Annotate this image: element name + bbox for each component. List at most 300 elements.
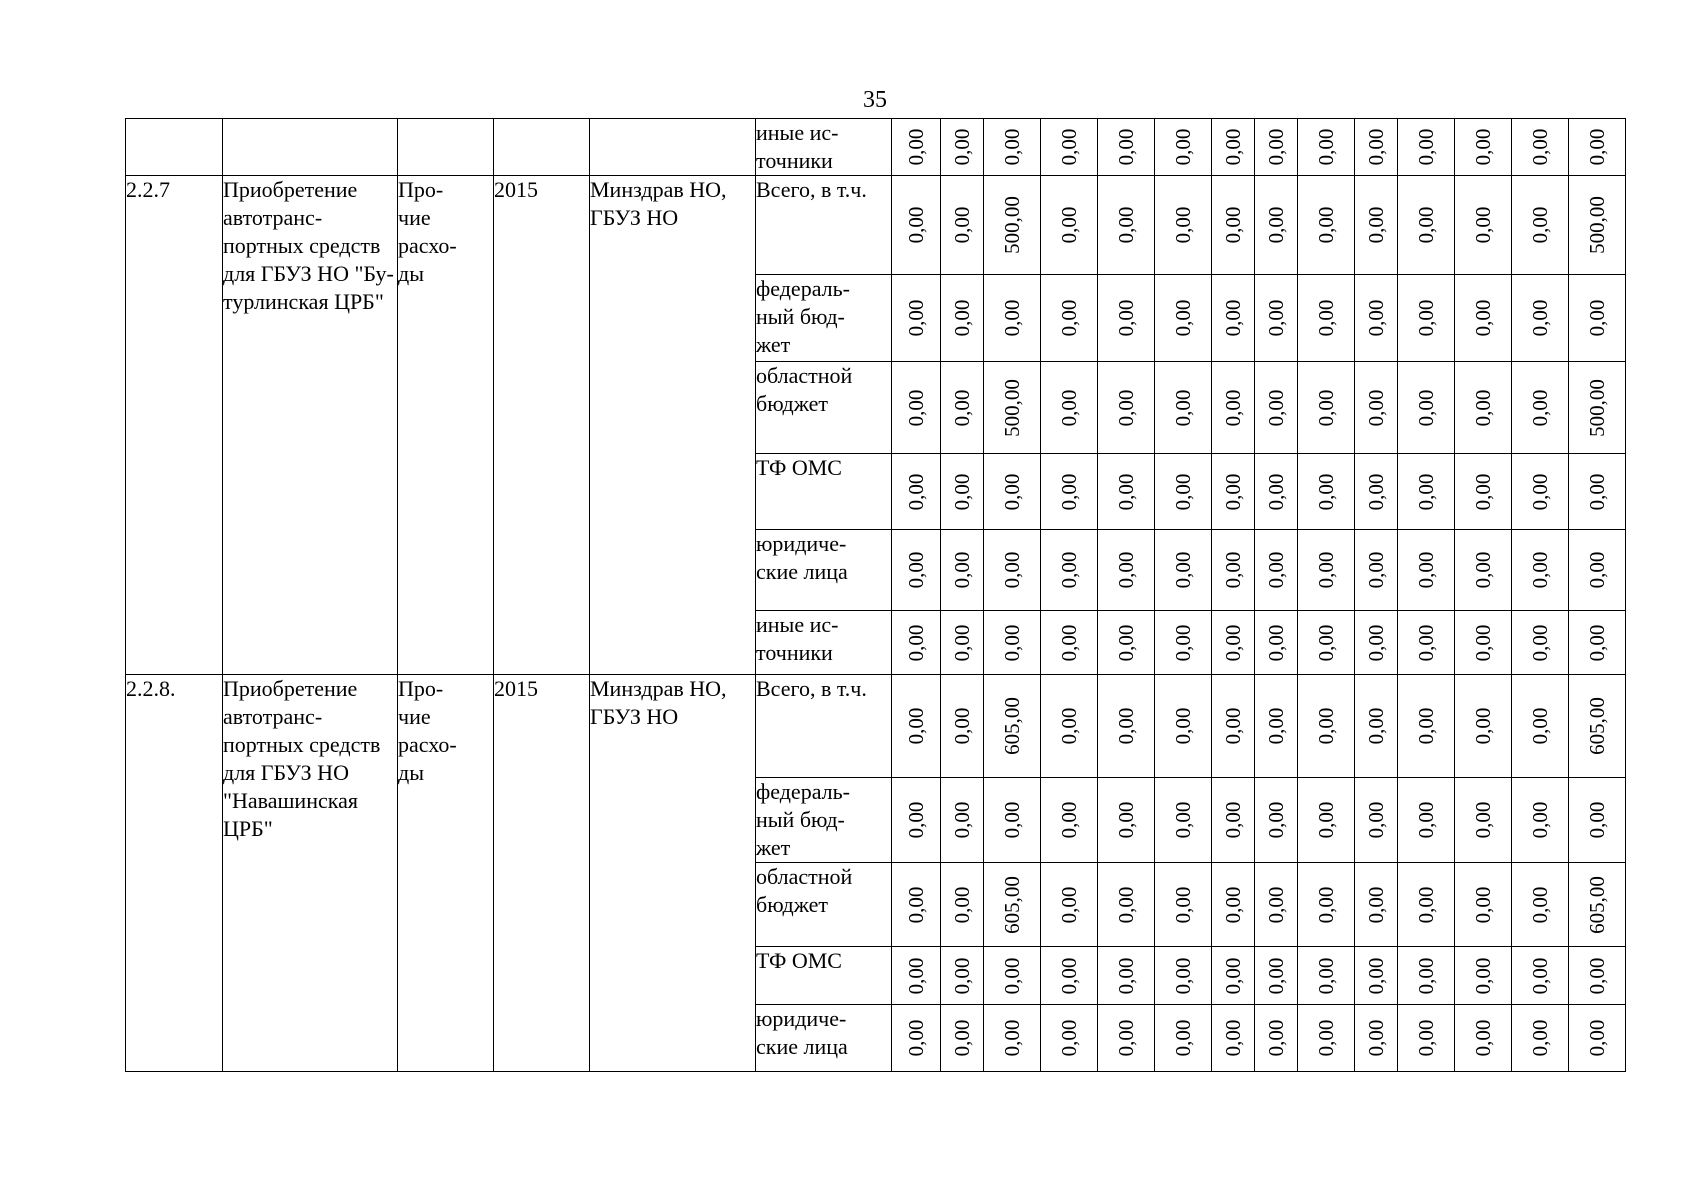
value-text: 0,00 [1528,128,1552,166]
value-text: 0,00 [1364,957,1388,994]
value-cell [1455,863,1512,947]
value-cell [1212,778,1255,863]
funding-source-label: областной бюджет [756,363,853,416]
value-text: 0,00 [1057,957,1081,994]
value-text: 0,00 [1171,473,1195,510]
value-cell [1398,362,1455,454]
value-text: 0,00 [1221,299,1245,337]
value-text: 0,00 [904,551,928,589]
value-cell [1155,362,1212,454]
value-text: 0,00 [1221,128,1245,166]
value-text: 0,00 [950,299,974,337]
funding-source-cell [756,611,892,675]
value-cell [1098,778,1155,863]
value-cell [1212,611,1255,675]
value-text: 0,00 [1264,389,1288,426]
value-text: 0,00 [1264,1019,1288,1057]
value-text: 0,00 [1057,206,1081,244]
value-text: 0,00 [1471,886,1495,923]
value-cell [1041,275,1098,362]
value-cell [1512,454,1569,530]
funding-source-label: федераль- ный бюд- жет [756,779,850,860]
funding-source-label: юридиче- ские лица [756,531,848,584]
value-cell [1355,675,1398,778]
value-text: 0,00 [1585,1019,1609,1057]
value-text: 605,00 [1000,697,1024,755]
value-text: 0,00 [1264,707,1288,745]
value-text: 0,00 [1171,957,1195,994]
value-text: 0,00 [1364,389,1388,426]
value-cell [1569,176,1626,275]
value-text: 0,00 [1057,801,1081,839]
funding-source-label: ТФ ОМС [756,455,842,480]
funding-source-cell [756,176,892,275]
value-cell [1212,454,1255,530]
value-text: 0,00 [1528,801,1552,839]
value-text: 0,00 [950,473,974,510]
funding-source-cell [756,119,892,176]
funding-source-cell [756,778,892,863]
value-text: 0,00 [1057,473,1081,510]
value-text: 0,00 [1114,299,1138,337]
value-text: 0,00 [1364,128,1388,166]
item-name-cell [223,675,398,1072]
item-executor: Минздрав НО, ГБУЗ НО [590,676,727,729]
page-number: 35 [863,87,887,113]
value-cell [1298,275,1355,362]
item-name: Приобретение автотранс- портных средств для ГБУЗ НО "Навашинская ЦРБ" [223,676,381,841]
value-text: 0,00 [1471,957,1495,994]
item-number-cell [126,675,223,1072]
value-text: 0,00 [950,886,974,923]
value-cell [1298,119,1355,176]
value-cell [941,947,984,1005]
value-text: 0,00 [1221,551,1245,589]
value-text: 0,00 [1528,206,1552,244]
value-cell [1155,176,1212,275]
value-cell [941,611,984,675]
table-row [126,119,1626,176]
item-number-cell [126,176,223,675]
expense-type: Про- чие расхо- ды [398,177,457,286]
value-cell [1155,778,1212,863]
value-cell [984,1005,1041,1072]
value-cell [1455,362,1512,454]
value-cell [1355,863,1398,947]
value-cell [1255,530,1298,611]
value-text: 0,00 [950,624,974,661]
value-cell [1398,947,1455,1005]
funding-source-cell [756,362,892,454]
value-cell [984,275,1041,362]
value-text: 0,00 [1000,801,1024,839]
value-cell [1512,362,1569,454]
item-year: 2015 [494,177,538,202]
value-cell [1155,530,1212,611]
value-text: 0,00 [950,957,974,994]
value-text: 0,00 [1314,389,1338,426]
value-cell [1255,611,1298,675]
funding-source-label: ТФ ОМС [756,948,842,973]
value-cell [1569,275,1626,362]
item-number: 2.2.8. [126,676,176,701]
value-cell [941,1005,984,1072]
value-cell [892,530,941,611]
value-cell [1212,176,1255,275]
item-year-cell [494,176,590,675]
value-cell [1212,275,1255,362]
item-name: Приобретение автотранс- портных средств для ГБУЗ НО "Бу- турлинская ЦРБ" [223,177,394,314]
value-cell [1098,119,1155,176]
value-text: 0,00 [1171,801,1195,839]
value-text: 0,00 [1314,624,1338,661]
value-text: 0,00 [904,957,928,994]
funding-source-label: юридиче- ские лица [756,1006,848,1059]
value-text: 0,00 [1314,551,1338,589]
value-text: 0,00 [950,707,974,745]
value-cell [892,675,941,778]
item-number: 2.2.7 [126,177,170,202]
value-text: 0,00 [1471,801,1495,839]
value-text: 0,00 [1264,206,1288,244]
value-cell [941,362,984,454]
value-text: 0,00 [1171,389,1195,426]
value-text: 0,00 [1471,389,1495,426]
value-cell [1398,611,1455,675]
value-text: 0,00 [1264,957,1288,994]
value-text: 0,00 [1114,801,1138,839]
value-cell [1455,454,1512,530]
value-cell [984,530,1041,611]
item-executor-cell [590,176,756,675]
value-cell [1098,611,1155,675]
value-text: 0,00 [1414,801,1438,839]
value-text: 0,00 [950,801,974,839]
value-cell [1212,863,1255,947]
value-cell [1098,1005,1155,1072]
value-cell [1098,362,1155,454]
value-text: 0,00 [1414,886,1438,923]
value-text: 0,00 [1471,206,1495,244]
value-cell [1098,863,1155,947]
value-text: 0,00 [904,707,928,745]
item-executor-cell [590,675,756,1072]
value-cell [1255,275,1298,362]
value-text: 0,00 [1264,801,1288,839]
value-cell [1041,611,1098,675]
value-text: 0,00 [1414,957,1438,994]
value-cell [941,863,984,947]
value-text: 0,00 [1171,707,1195,745]
value-text: 0,00 [1000,299,1024,337]
value-cell [1355,947,1398,1005]
value-cell [984,454,1041,530]
value-text: 500,00 [1585,378,1609,437]
value-cell [1398,454,1455,530]
value-cell [1455,778,1512,863]
value-cell [1569,1005,1626,1072]
value-text: 0,00 [1171,128,1195,166]
table-row [126,176,1626,275]
value-text: 0,00 [1171,1019,1195,1057]
value-cell [941,119,984,176]
value-text: 0,00 [1314,707,1338,745]
value-text: 0,00 [1114,389,1138,426]
funding-source-cell [756,1005,892,1072]
table-row [126,675,1626,778]
value-cell [1569,530,1626,611]
value-cell [1298,947,1355,1005]
value-cell [1512,1005,1569,1072]
value-cell [1512,863,1569,947]
value-cell [1512,611,1569,675]
value-text: 0,00 [1414,389,1438,426]
value-cell [1569,947,1626,1005]
value-cell [984,176,1041,275]
value-text: 0,00 [1114,473,1138,510]
value-text: 0,00 [1114,551,1138,589]
value-cell [1298,1005,1355,1072]
value-cell [1255,362,1298,454]
value-text: 500,00 [1000,378,1024,437]
value-cell [984,362,1041,454]
value-text: 0,00 [904,624,928,661]
value-text: 0,00 [1471,707,1495,745]
value-text: 0,00 [1057,1019,1081,1057]
funding-source-cell [756,530,892,611]
value-text: 0,00 [1114,624,1138,661]
value-cell [1355,275,1398,362]
funding-source-label: Всего, в т.ч. [756,676,867,701]
value-cell [1155,1005,1212,1072]
value-text: 0,00 [1414,624,1438,661]
value-text: 0,00 [1000,1019,1024,1057]
value-cell [892,119,941,176]
funding-source-label: иные ис- точники [756,612,839,665]
value-cell [941,454,984,530]
value-cell [1398,119,1455,176]
value-cell [1212,530,1255,611]
item-year: 2015 [494,676,538,701]
value-text: 0,00 [1314,206,1338,244]
value-text: 0,00 [1000,957,1024,994]
value-cell [1255,947,1298,1005]
value-cell [1041,176,1098,275]
value-cell [1155,863,1212,947]
value-cell [1098,947,1155,1005]
value-text: 0,00 [950,551,974,589]
value-text: 0,00 [1314,1019,1338,1057]
value-text: 500,00 [1585,196,1609,254]
empty-cell [590,119,756,176]
value-text: 0,00 [1364,801,1388,839]
value-text: 0,00 [1114,128,1138,166]
empty-cell [126,119,223,176]
value-text: 0,00 [1585,299,1609,337]
value-cell [984,863,1041,947]
value-text: 0,00 [1314,128,1338,166]
value-text: 0,00 [1221,957,1245,994]
value-text: 0,00 [1528,389,1552,426]
value-cell [1355,530,1398,611]
value-text: 0,00 [1264,128,1288,166]
value-text: 0,00 [904,886,928,923]
value-cell [892,1005,941,1072]
value-text: 0,00 [1221,707,1245,745]
value-text: 605,00 [1585,875,1609,934]
value-cell [1155,119,1212,176]
value-cell [1355,176,1398,275]
funding-source-cell [756,863,892,947]
value-text: 0,00 [1221,1019,1245,1057]
value-text: 0,00 [1364,551,1388,589]
value-text: 0,00 [1585,801,1609,839]
value-cell [892,176,941,275]
value-text: 0,00 [904,473,928,510]
value-text: 0,00 [1364,473,1388,510]
funding-source-cell [756,454,892,530]
value-cell [1298,611,1355,675]
value-text: 0,00 [1528,886,1552,923]
value-text: 0,00 [1314,473,1338,510]
value-cell [1041,119,1098,176]
value-text: 0,00 [1414,473,1438,510]
value-text: 0,00 [904,128,928,166]
value-cell [1255,675,1298,778]
value-text: 0,00 [1364,1019,1388,1057]
value-text: 0,00 [950,206,974,244]
value-cell [892,947,941,1005]
value-cell [1455,947,1512,1005]
value-text: 0,00 [1414,128,1438,166]
value-text: 0,00 [1171,299,1195,337]
value-cell [892,275,941,362]
value-text: 0,00 [1585,624,1609,661]
value-text: 0,00 [1221,389,1245,426]
value-cell [1512,275,1569,362]
empty-cell [398,119,494,176]
funding-source-label: областной бюджет [756,864,853,917]
value-cell [1298,454,1355,530]
value-text: 0,00 [1585,551,1609,589]
expense-type: Про- чие расхо- ды [398,676,457,785]
value-cell [1398,530,1455,611]
value-cell [1355,362,1398,454]
funding-source-label: федераль- ный бюд- жет [756,276,850,357]
value-text: 0,00 [1114,957,1138,994]
value-text: 0,00 [1264,624,1288,661]
value-cell [1098,176,1155,275]
value-cell [1298,778,1355,863]
value-cell [1298,675,1355,778]
value-cell [892,863,941,947]
item-executor: Минздрав НО, ГБУЗ НО [590,177,727,230]
funding-source-cell [756,675,892,778]
value-cell [1355,611,1398,675]
value-cell [941,176,984,275]
expense-type-cell [398,176,494,675]
value-cell [1512,530,1569,611]
value-cell [1512,675,1569,778]
value-cell [984,778,1041,863]
value-text: 0,00 [1314,801,1338,839]
value-text: 0,00 [1528,707,1552,745]
budget-table [125,118,1626,1072]
value-text: 0,00 [1585,473,1609,510]
value-cell [1455,675,1512,778]
value-cell [1355,1005,1398,1072]
value-text: 0,00 [1528,551,1552,589]
value-cell [984,947,1041,1005]
value-cell [1455,530,1512,611]
value-cell [1355,454,1398,530]
value-cell [941,275,984,362]
value-cell [1255,454,1298,530]
value-text: 0,00 [904,1019,928,1057]
value-cell [1041,454,1098,530]
value-cell [1212,362,1255,454]
value-text: 0,00 [904,299,928,337]
value-text: 0,00 [1171,551,1195,589]
value-cell [984,611,1041,675]
empty-cell [223,119,398,176]
value-cell [1298,863,1355,947]
item-year-cell [494,675,590,1072]
value-text: 0,00 [1314,957,1338,994]
value-text: 0,00 [1114,1019,1138,1057]
value-cell [1398,275,1455,362]
value-cell [1041,362,1098,454]
value-text: 0,00 [1414,551,1438,589]
value-text: 0,00 [1528,957,1552,994]
value-cell [1155,611,1212,675]
value-cell [1512,176,1569,275]
value-text: 0,00 [1221,801,1245,839]
item-name-cell [223,176,398,675]
value-cell [1255,863,1298,947]
value-cell [1212,675,1255,778]
value-text: 0,00 [904,801,928,839]
value-cell [1569,778,1626,863]
value-cell [1355,119,1398,176]
value-text: 0,00 [1221,206,1245,244]
value-text: 0,00 [950,389,974,426]
value-text: 0,00 [1057,299,1081,337]
value-text: 0,00 [1000,624,1024,661]
value-text: 0,00 [1221,886,1245,923]
value-text: 0,00 [1528,473,1552,510]
value-text: 605,00 [1000,875,1024,934]
value-text: 0,00 [1585,128,1609,166]
value-cell [1098,275,1155,362]
value-cell [892,611,941,675]
value-cell [1098,675,1155,778]
value-cell [1098,454,1155,530]
value-cell [1041,863,1098,947]
value-text: 0,00 [904,389,928,426]
value-cell [1455,611,1512,675]
value-text: 0,00 [1221,624,1245,661]
value-text: 0,00 [1471,299,1495,337]
value-cell [1455,119,1512,176]
value-text: 0,00 [1057,551,1081,589]
value-text: 0,00 [1471,473,1495,510]
value-text: 0,00 [1264,473,1288,510]
value-cell [1398,863,1455,947]
value-cell [1212,1005,1255,1072]
value-cell [941,778,984,863]
value-cell [1398,176,1455,275]
